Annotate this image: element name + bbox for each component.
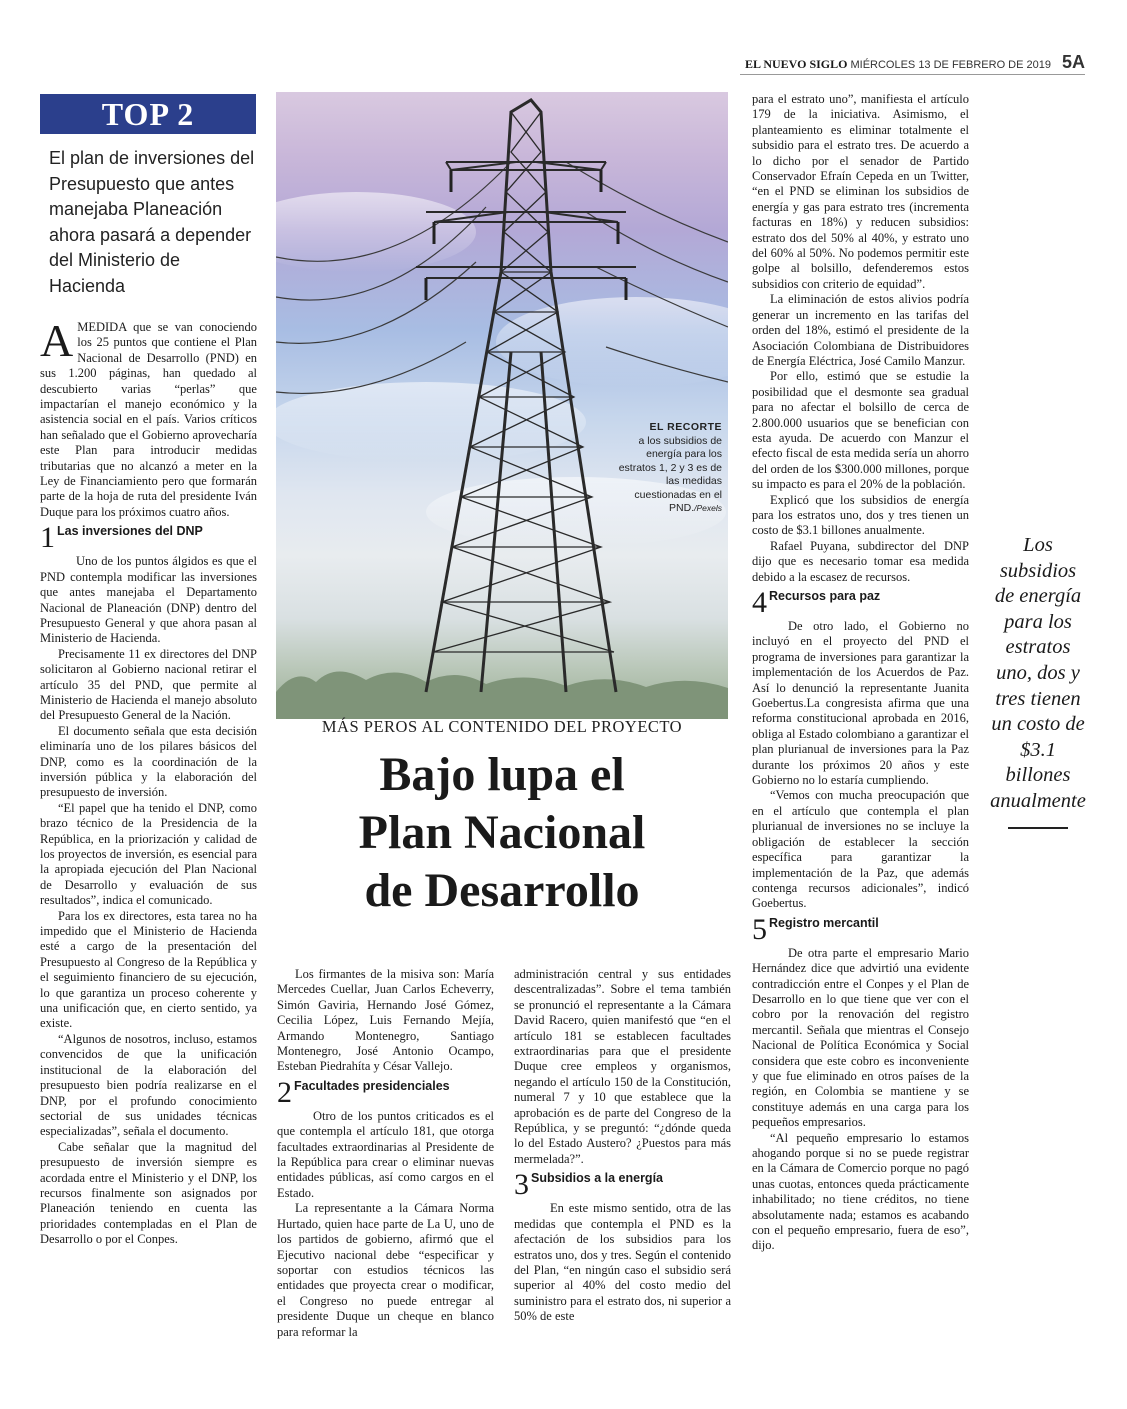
top-box: TOP 2 [40, 94, 256, 134]
paragraph: Otro de los puntos criticados es el que contempla el artículo 181, que otorga facultades extraordinarias al Presidente de la República para crear o eliminar nuevas entidades públicas, así como cargos en el Estado. [277, 1108, 494, 1200]
photo-credit: /Pexels [694, 503, 722, 513]
section-heading-4 [752, 586, 969, 619]
paragraph: En este mismo sentido, otra de las medidas que contempla el PND es la afectación de los subsidios para los estratos uno, dos y tres. Según el contenido del Plan, “en ningún caso el subsidio será superior al 40% del costo medio del suministro para el estrato dos, ni superior a 50% de este [514, 1201, 731, 1324]
summary-text: El plan de inversiones del Presupuesto que antes manejaba Planeación ahora pasará a depender del Ministerio de Hacienda [49, 148, 255, 296]
paragraph: Uno de los puntos álgidos es que el PND contempla modificar las inversiones que antes manejaba el Departamento Nacional de Planeación (DNP) dentro del Presupuesto General y que ahora pasan al Ministerio de Hacienda. [40, 554, 257, 646]
article-column-3 [514, 967, 731, 1325]
headline-line: Plan Nacional [358, 806, 646, 859]
paragraph: De otro lado, el Gobierno no incluyó en el proyecto del PND el programa de inversiones para garantizar la implementación de los Acuerdos de Paz. Así lo denunció la representante Juanita Goebertus.La congresista afirma que una reforma constitucional aprobada en 2016, obliga al Estado colombiano a garantizar el plan plurianual de inversiones para la Paz durante los próximos 20 años y este Gobierno no lo estaría cumpliendo. [752, 619, 969, 788]
paragraph: “Vemos con mucha preocupación que en el artículo que contempla el plan plurianual de inversiones no se incluye la obligación de establecer la sección específica para garantizar la implementación de la Paz, que además contenga recursos adicionales”, indicó Goebertus. [752, 788, 969, 911]
article-column-4 [752, 92, 969, 1254]
paragraph: para el estrato uno”, manifiesta el artículo 179 de la iniciativa. Asimismo, el planteamiento es eliminar totalmente el subsidio para el estrato tres. De acuerdo a lo dicho por el senador de Partido Conservador Efraín Cepeda en un Twitter, “en el PND se eliminan los subsidios de energía y gas para estrato tres (incrementa facturas en 18%) y reducen subsidios: estrato dos del 50% al 40%, y estrato uno del 60% al 50%. No podemos permitir este golpe al bolsillo, defenderemos estos subsidios con criterio de equidad”. [752, 92, 969, 291]
issue-date: MIÉRCOLES 13 DE FEBRERO DE 2019 [850, 59, 1051, 71]
paragraph: La eliminación de estos alivios podría generar un incremento en las tarifas del orden del 18%, estimó el presidente de la Asociación Colombiana de Distribuidores de Energía Eléctrica, José Camilo Manzur. [752, 292, 969, 368]
paragraph: Los firmantes de la misiva son: María Mercedes Cuellar, Juan Carlos Echeverry, Simón Gaviria, Hernando José Gómez, Cecilia López, Luis Fernando Mejía, Armando Montenegro, Santiago Montenegro, José Antonio Ocampo, Esteban Piedrahíta y César Vallejo. [277, 967, 494, 1074]
section-number: 1 [40, 521, 55, 555]
lead-paragraph: AMEDIDA que se van conociendo los 25 puntos que contiene el Plan Nacional de Desarrollo (PND) en sus 1.200 páginas, han quedado al descubierto varias “perlas” que impactarían el manejo económico y la asistencia social en el país. Varios críticos han señalado que el Gobierno aprovecharía este Plan para introducir medidas tributarias que no alcanzó a meter en la Ley de Financiamiento pero que formarán parte de la hoja de ruta del presidente Iván Duque para los próximos cuatro años. [40, 315, 257, 519]
paragraph: La representante a la Cámara Norma Hurtado, quien hace parte de La U, uno de los partidos de gobierno, afirmó que el Ejecutivo nacional debe “especificar y soportar con estudios técnicos las entidades que proyecta crear o modificar, el Congreso no puede entregar al presidente Duque un cheque en blanco para reformar la [277, 1201, 494, 1339]
headline-line: Bajo lupa el [379, 748, 625, 801]
section-number: 2 [277, 1075, 292, 1109]
page-number: 5A [1061, 52, 1085, 72]
paragraph: Por ello, estimó que se estudie la posibilidad que el desmonte sea gradual para no afectar el bolsillo de cerca de 2.800.000 usuarios que se benefician con esta ayuda. De acuerdo con Manzur el efecto fiscal de esta medida sería un ahorro del orden de los $300.000 millones, porque su impacto es para el 20% de la población. [752, 369, 969, 492]
section-title: Recursos para paz [769, 589, 881, 603]
pull-quote-rule [1008, 827, 1068, 829]
drop-cap: A [40, 315, 74, 366]
masthead [745, 52, 1085, 73]
kicker: MÁS PEROS AL CONTENIDO DEL PROYECTO [321, 717, 683, 736]
section-number: 5 [752, 912, 767, 946]
pull-quote-text: Los subsidios de energía para los estratos uno, dos y tres tienen un costo de $3.1 billones anualmente [990, 534, 1086, 812]
article-column-2 [277, 967, 494, 1340]
headline [276, 746, 728, 920]
section-heading-5 [752, 912, 969, 946]
caption-text: a los subsidios de energía para los estratos 1, 2 y 3 es de las medidas cuestionadas en el PND. [618, 434, 722, 514]
paragraph: “Al pequeño empresario lo estamos ahogando porque si no se puede registrar en la Cámara de Comercio porque no pagó unas cuotas, entonces queda prácticamente inhabilitado; no tiene créditos, no tiene absolutamente nada; estamos es acabando con el pequeño empresario, fuera de eso”, dijo. [752, 1130, 969, 1253]
section-title: Las inversiones del DNP [57, 524, 203, 539]
power-tower-photo [276, 92, 728, 719]
headline-line: de Desarrollo [364, 864, 640, 917]
caption-lead: EL RECORTE [649, 421, 722, 433]
section-title: Registro mercantil [769, 915, 879, 930]
pull-quote [988, 533, 1088, 829]
section-number: 4 [752, 586, 767, 619]
paragraph: Explicó que los subsidios de energía para los estratos uno, dos y tres tienen un costo de $3.1 billones anualmente. [752, 492, 969, 538]
section-title: Subsidios a la energía [531, 1171, 663, 1186]
paragraph: “El papel que ha tenido el DNP, como brazo técnico de la Presidencia de la República, en la priorización y calidad de los proyectos de inversión, es esencial para la apropiada ejecución del Plan Nacional de Desarrollo y evaluación de sus resultados”, indica el comunicado. [40, 800, 257, 908]
paragraph: De otra parte el empresario Mario Hernández dice que advirtió una evidente contradicción entre el Conpes y el Plan de Desarrollo en lo que tiene que ver con el cobro por la renovación del registro mercantil. Señala que mientras el Consejo Nacional de Política Económica y Social considera que este cobro es inconveniente y que fue eliminado en otros países de la región, en Colombia se mantiene y se constituye además en una carga para los pequeños empresarios. [752, 945, 969, 1130]
paragraph: Rafael Puyana, subdirector del DNP dijo que es necesario tomar esa medida debido a la escasez de recursos. [752, 538, 969, 584]
newspaper-name: EL NUEVO SIGLO [745, 57, 848, 71]
paragraph: Precisamente 11 ex directores del DNP solicitaron al Gobierno nacional retirar el artículo 35 del PND, que permite al Ministerio de Hacienda el manejo absoluto del Presupuesto General de la Nación. [40, 646, 257, 723]
article-column-1 [40, 315, 257, 1248]
paragraph: Para los ex directores, esta tarea no ha impedido que el Ministerio de Hacienda esté a cargo de la presentación del Presupuesto al Congreso de la República y el seguimiento financiero de su ejecución, lo que garantiza un proceso coherente y una unificación que, en cierto sentido, ya existe. [40, 908, 257, 1031]
paragraph: El documento señala que esta decisión eliminaría uno de los pilares básicos del DNP, como es la coordinación de la inversión pública y la elaboración del presupuesto de inversión. [40, 723, 257, 800]
paragraph: administración central y sus entidades descentralizadas”. Sobre el tema también se pronunció el representante a la Cámara David Racero, quien manifestó que “en el artículo 181 se establecen facultades extraordinarias para que el presidente Duque cree empleos y organismos, negando el artículo 150 de la Constitución, numeral 7 y 10 que establece que la aprobación es de parte del Congreso de la República, y se preguntó: “¿dónde queda lo del Estado Austero? ¿Puestos para más mermelada?”. [514, 967, 731, 1166]
paragraph: Cabe señalar que la magnitud del presupuesto de inversión siempre es acordada entre el Ministerio y el DNP, los recursos finalmente son asignados por Planeación teniendo en cuenta las prioridades contempladas en el Plan de Desarrollo o por el Conpes. [40, 1139, 257, 1247]
paragraph: “Algunos de nosotros, incluso, estamos convencidos de que la unificación institucional de la elaboración del presupuesto bien podría realizarse en el DNP, por el profundo conocimiento sectorial de sus unidades técnicas especializadas”, señala el documento. [40, 1031, 257, 1139]
section-title: Facultades presidenciales [294, 1078, 450, 1093]
photo-caption [612, 421, 722, 516]
section-heading-3 [514, 1168, 731, 1202]
section-number: 3 [514, 1168, 529, 1202]
masthead-rule [740, 74, 1085, 75]
section-heading-2 [277, 1075, 494, 1109]
section-heading-1 [40, 521, 257, 555]
transmission-tower-illustration [276, 92, 728, 719]
